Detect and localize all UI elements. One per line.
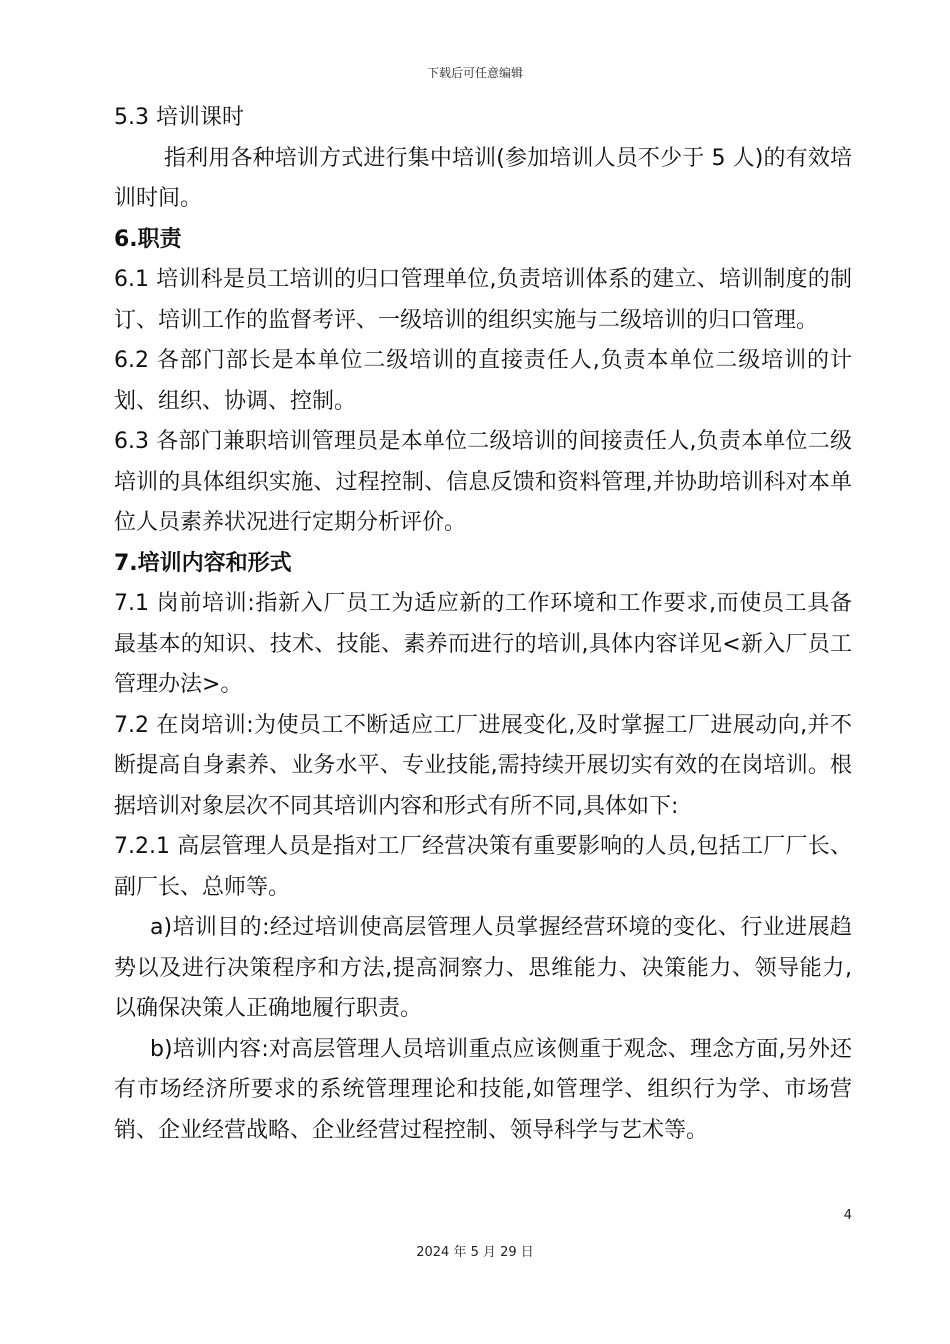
item-b-text: b)培训内容:对高层管理人员培训重点应该侧重于观念、理念方面,另外还有市场经济所要求的系统管理理论和技能,如管理学、组织行为学、市场营销、企业经营战略、企业经营过程控制、领导科学与艺术等。 (114, 1036, 852, 1143)
section-7-2-text: 7.2 在岗培训:为使员工不断适应工厂进展变化,及时掌握工厂进展动向,并不断提高自身素养、业务水平、专业技能,需持续开展切实有效的在岗培训。根据培训对象层次不同其培训内容和形式有所不同,具体如下: (114, 712, 852, 819)
page-header: 下载后可任意编辑 (426, 66, 523, 80)
section-5-3-heading: 5.3 培训课时 (114, 105, 244, 130)
section-5-3-text: 指利用各种培训方式进行集中培训(参加培训人员不少于 5 人)的有效培训时间。 (114, 145, 852, 211)
page-footer-date: 2024 年 5 月 29 日 (416, 1245, 534, 1260)
page-number: 4 (843, 1208, 852, 1223)
section-6-3-text: 6.3 各部门兼职培训管理员是本单位二级培训的间接责任人,负责本单位二级培训的具体组织实施、过程控制、信息反馈和资料管理,并协助培训科对本单位人员素养状况进行定期分析评价。 (114, 429, 852, 535)
document-body (114, 98, 852, 1151)
section-6-1-text: 6.1 培训科是员工培训的归口管理单位,负责培训体系的建立、培训制度的制订、培训工作的监督考评、一级培训的组织实施与二级培训的归口管理。 (114, 267, 852, 333)
section-7-1-text: 7.1 岗前培训:指新入厂员工为适应新的工作环境和工作要求,而使员工具备最基本的知识、技术、技能、素养而进行的培训,具体内容详见<新入厂员工管理办法>。 (114, 591, 852, 697)
section-6-heading: 6.职责 (114, 226, 182, 252)
section-6-2-text: 6.2 各部门部长是本单位二级培训的直接责任人,负责本单位二级培训的计划、组织、协调、控制。 (114, 348, 852, 414)
section-7-heading: 7.培训内容和形式 (114, 550, 292, 576)
item-a-text: a)培训目的:经过培训使高层管理人员掌握经营环境的变化、行业进展趋势以及进行决策程序和方法,提高洞察力、思维能力、决策能力、领导能力,以确保决策人正确地履行职责。 (114, 915, 852, 1021)
section-7-2-1-text: 7.2.1 高层管理人员是指对工厂经营决策有重要影响的人员,包括工厂厂长、副厂长、总师等。 (114, 834, 852, 900)
